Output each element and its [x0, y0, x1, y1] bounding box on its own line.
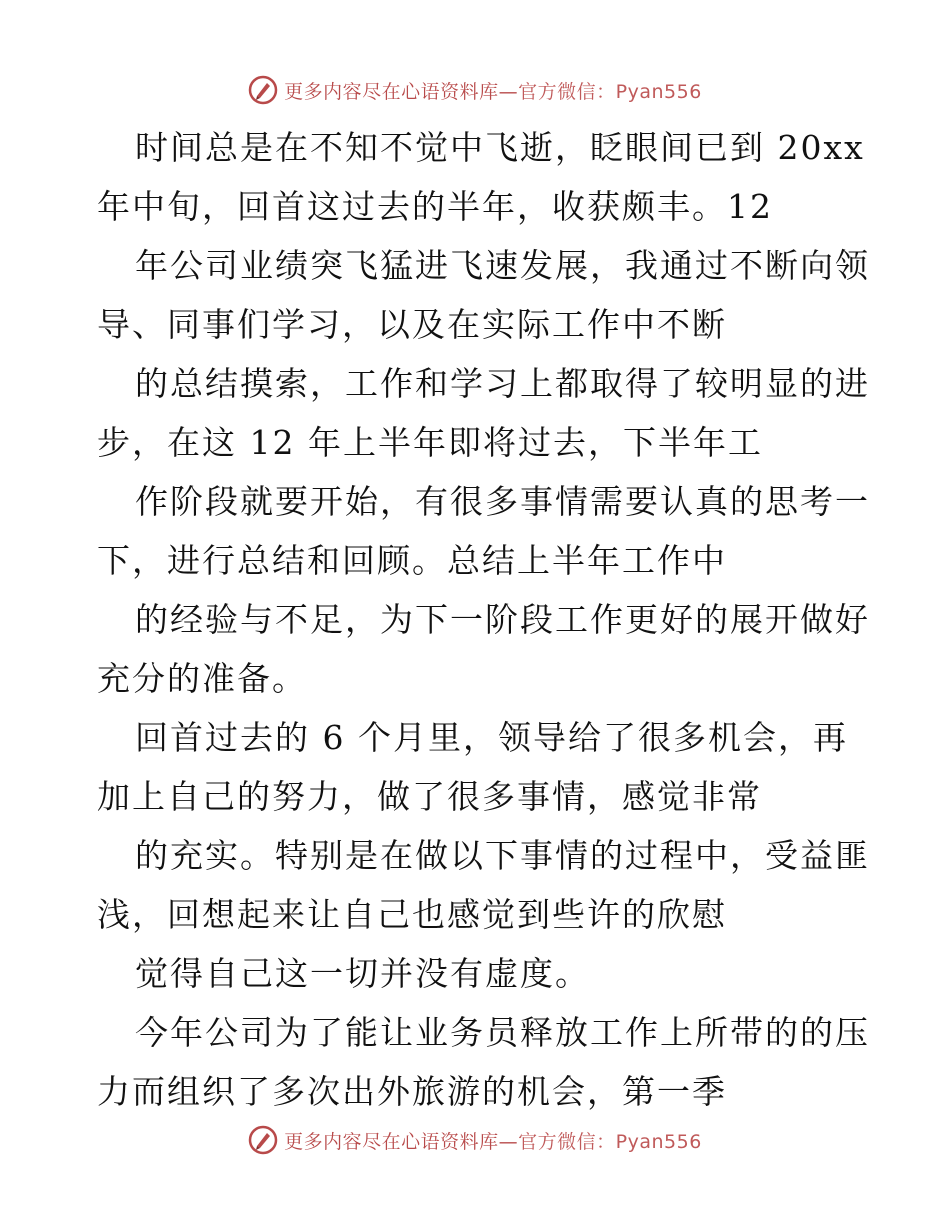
footer-banner — [0, 1120, 950, 1160]
body-line: 作阶段就要开始，有很多事情需要认真的思考一 — [135, 482, 870, 521]
body-line: 力而组织了多次出外旅游的机会，第一季 — [97, 1072, 727, 1111]
body-line: 今年公司为了能让业务员释放工作上所带的的压 — [135, 1013, 870, 1052]
body-line: 下，进行总结和回顾。总结上半年工作中 — [97, 541, 727, 580]
body-line: 时间总是在不知不觉中飞逝，眨眼间已到 20xx — [135, 128, 865, 167]
body-line: 步，在这 12 年上半年即将过去，下半年工 — [97, 423, 763, 462]
header-banner — [0, 70, 950, 110]
footer-banner-title: 更多内容尽在心语资料库 — [284, 1130, 499, 1153]
body-line: 的充实。特别是在做以下事情的过程中，受益匪 — [135, 836, 870, 875]
document-body — [97, 118, 870, 1121]
header-banner-title: 更多内容尽在心语资料库 — [284, 80, 499, 103]
footer-banner-wechat: 官方微信：Pyan556 — [518, 1130, 702, 1153]
body-line: 浅，回想起来让自己也感觉到些许的欣慰 — [97, 895, 727, 934]
pen-logo-icon — [248, 1125, 278, 1155]
body-line: 觉得自己这一切并没有虚度。 — [135, 954, 590, 993]
body-line: 导、同事们学习，以及在实际工作中不断 — [97, 305, 727, 344]
header-banner-wechat: 官方微信：Pyan556 — [518, 80, 702, 103]
body-line: 回首过去的 6 个月里，领导给了很多机会，再 — [135, 718, 848, 757]
body-line: 的经验与不足，为下一阶段工作更好的展开做好 — [135, 600, 870, 639]
footer-banner-text — [284, 1127, 702, 1154]
header-banner-text — [284, 77, 702, 104]
header-banner-dash: — — [498, 80, 519, 103]
body-line: 的总结摸索，工作和学习上都取得了较明显的进 — [135, 364, 870, 403]
body-line: 年中旬，回首这过去的半年，收获颇丰。12 — [97, 187, 773, 226]
body-line: 充分的准备。 — [97, 659, 307, 698]
body-line: 年公司业绩突飞猛进飞速发展，我通过不断向领 — [135, 246, 870, 285]
footer-banner-dash: — — [498, 1130, 519, 1153]
body-line: 加上自己的努力，做了很多事情，感觉非常 — [97, 777, 762, 816]
pen-logo-icon — [248, 75, 278, 105]
